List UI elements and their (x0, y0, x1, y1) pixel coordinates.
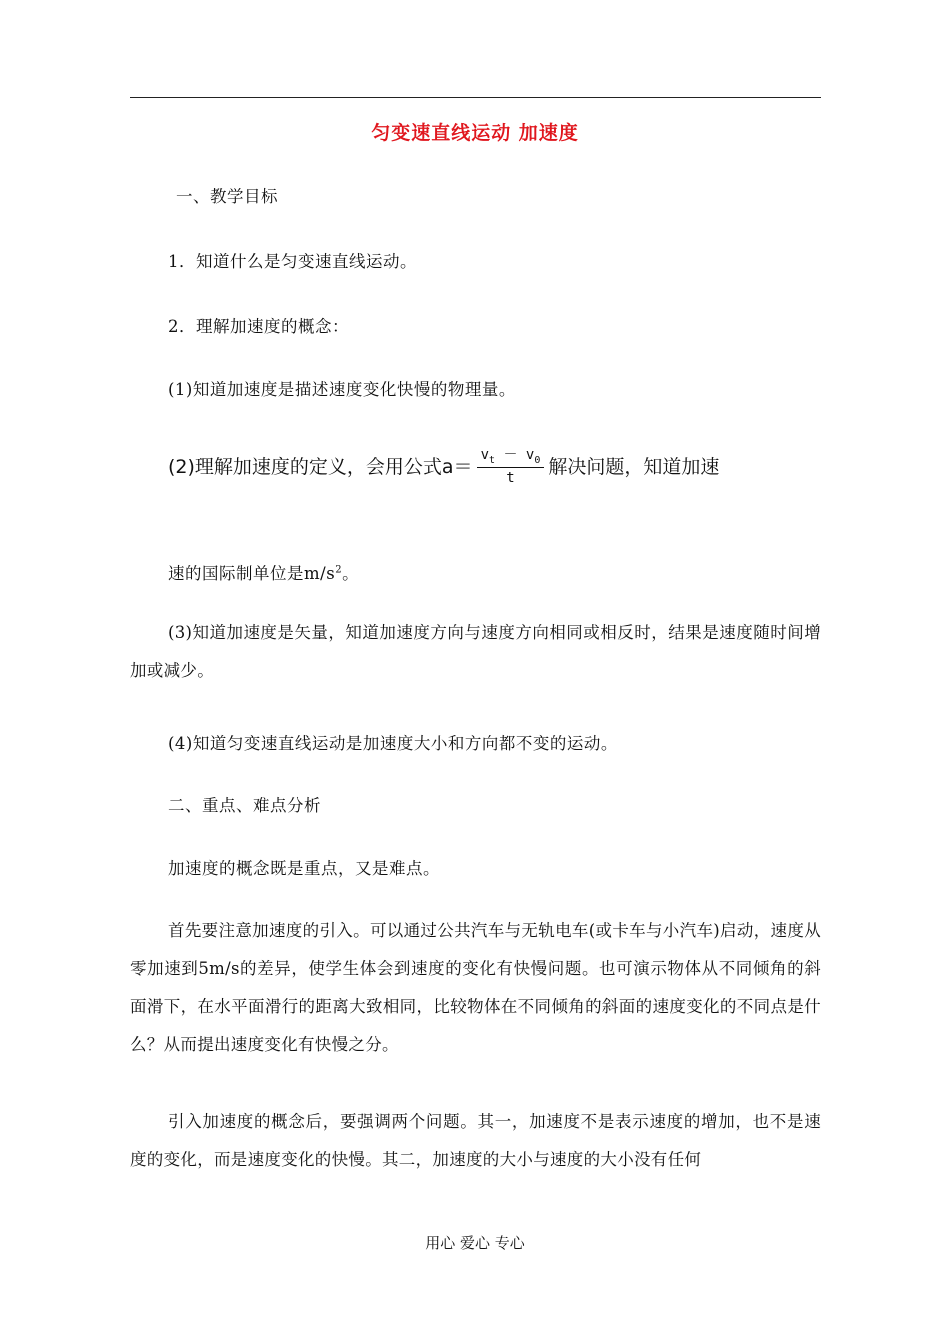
analysis-paragraph-3: 引入加速度的概念后，要强调两个问题。其一，加速度不是表示速度的增加，也不是速度的变化，而是速度变化的快慢。其二，加速度的大小与速度的大小没有任何 (130, 1112, 821, 1169)
section-heading-goals: 一、教学目标 (176, 187, 278, 206)
goal-2-2-prefix: (2)理解加速度的定义，会用公式a＝ (168, 455, 473, 478)
page-footer: 用心 爱心 专心 (425, 1234, 525, 1252)
acceleration-formula (477, 444, 545, 487)
goal-1: 1．知道什么是匀变速直线运动。 (168, 252, 417, 271)
header-rule (130, 97, 821, 98)
document-title: 匀变速直线运动 加速度 (371, 122, 579, 144)
formula-numerator: $v_t - v_0$ (477, 444, 545, 469)
section-heading-analysis: 二、重点、难点分析 (168, 796, 321, 815)
analysis-paragraph-2: 首先要注意加速度的引入。可以通过公共汽车与无轨电车(或卡车与小汽车)启动，速度从零加速到5m/s的差异，使学生体会到速度的变化有快慢问题。也可演示物体从不同倾角的斜面滑下，在水平面滑行的距离大致相同，比较物体在不同倾角的斜面的速度变化的不同点是什么？从而提出速度变化有快慢之分。 (130, 921, 821, 1054)
goal-2: 2．理解加速度的概念： (168, 317, 349, 336)
analysis-paragraph-1: 加速度的概念既是重点，又是难点。 (168, 859, 440, 878)
goal-2-2-suffix: 解决问题，知道加速 (548, 455, 720, 478)
goal-2-2-formula-line (168, 440, 719, 490)
goal-2-3: (3)知道加速度是矢量，知道加速度方向与速度方向相同或相反时，结果是速度随时间增加或减少。 (130, 623, 821, 680)
goal-2-1: (1)知道加速度是描述速度变化快慢的物理量。 (168, 380, 516, 399)
formula-denominator: t (506, 470, 515, 487)
goal-2-2-continuation: 速的国际制单位是$m/s^2$。 (168, 564, 360, 583)
goal-2-4: (4)知道匀变速直线运动是加速度大小和方向都不变的运动。 (168, 734, 618, 753)
